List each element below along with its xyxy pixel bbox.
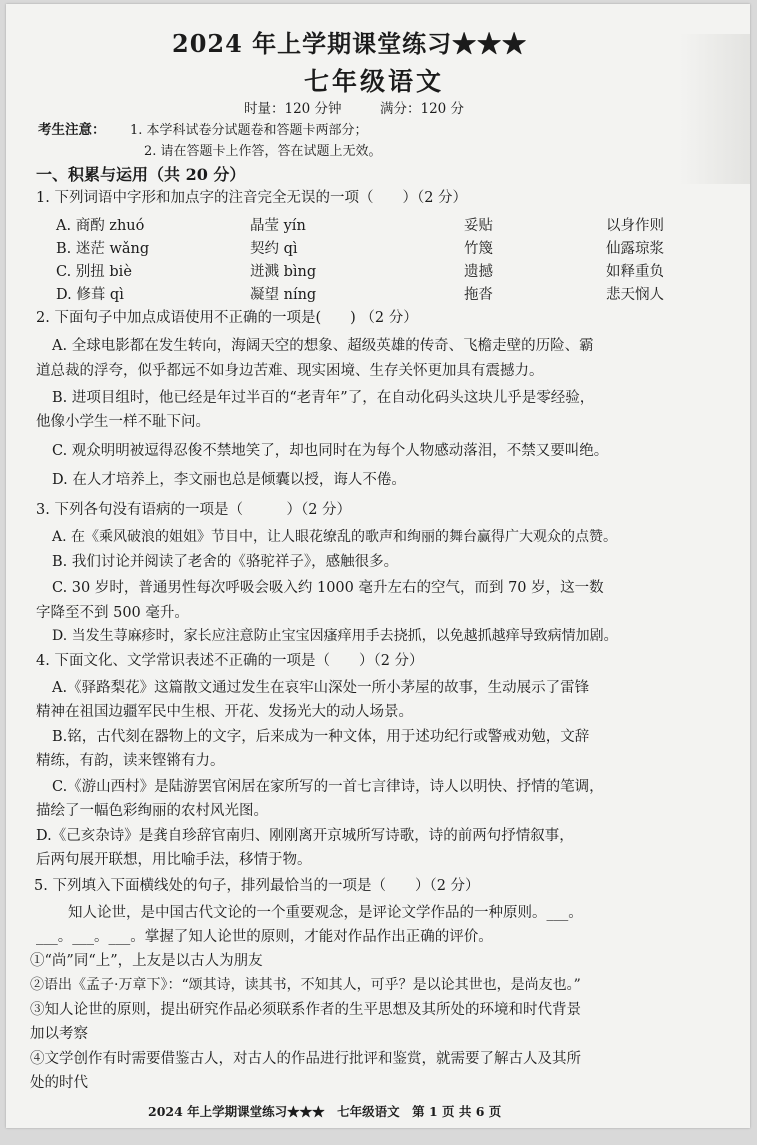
q2-option-b-line2: 他像小学生一样不耻下问。: [36, 414, 210, 430]
q4-option-a-line2: 精神在祖国边疆军民中生根、开花、发扬光大的动人场景。: [36, 704, 413, 720]
exam-title: 2024 年上学期课堂练习★★★: [172, 29, 528, 58]
q5-passage-line1: 知人论世，是中国古代文论的一个重要观念，是评论文学作品的一种原则。___。: [68, 905, 583, 921]
exam-subtitle: 七年级语文: [304, 67, 445, 96]
q4-option-d-line2: 后两句展开联想，用比喻手法，移情于物。: [36, 852, 312, 868]
question-1-stem: 1. 下列词语中字形和加点字的注音完全无误的一项（ ）（2 分）: [36, 190, 468, 206]
q1-a-2: 晶莹 yín: [250, 218, 306, 234]
exam-time: 时量：120 分钟: [244, 101, 342, 117]
q1-d-4: 悲天悯人: [606, 287, 664, 303]
q5-option-4-line1: ④文学创作有时需要借鉴古人，对古人的作品进行批评和鉴赏，就需要了解古人及其所: [30, 1051, 581, 1067]
q5-option-2: ②语出《孟子·万章下》：“颂其诗，读其书，不知其人，可乎？是以论其世也，是尚友也。”: [30, 977, 581, 993]
q4-option-c-line2: 描绘了一幅色彩绚丽的农村风光图。: [36, 803, 268, 819]
note-1: 1. 本学科试卷分试题卷和答题卡两部分；: [130, 123, 368, 138]
page-footer: 2024 年上学期课堂练习★★★ 七年级语文 第 1 页 共 6 页: [148, 1104, 502, 1119]
notes-label: 考生注意：: [38, 122, 106, 138]
q2-option-b-line1: B. 进项目组时，他已经是年过半百的“老青年”了，在自动化码头这块儿乎是零经验，: [52, 390, 595, 406]
question-3-stem: 3. 下列各句没有语病的一项是（ ）（2 分）: [36, 502, 352, 518]
show-through-shadow: [680, 34, 750, 184]
q1-c-3: 遗撼: [464, 264, 493, 280]
q1-b-4: 仙露琼浆: [606, 241, 664, 257]
q3-option-a: A. 在《乘风破浪的姐姐》节目中，让人眼花缭乱的歌声和绚丽的舞台赢得广大观众的点赞。: [52, 529, 618, 545]
q2-option-a-line2: 道总裁的浮夸，似乎都远不如身边苦难、现实困境、生存关怀更加具有震撼力。: [36, 363, 544, 379]
q4-option-b-line1: B.铭，古代刻在器物上的文字，后来成为一种文体，用于述功纪行或警戒劝勉，文辞: [52, 729, 590, 745]
q3-option-c-line2: 字降至不到 500 毫升。: [36, 605, 189, 621]
q1-d-1: D. 修葺 qì: [56, 287, 124, 303]
q4-option-b-line2: 精练，有韵，读来铿锵有力。: [36, 753, 225, 769]
q4-option-a-line1: A.《驿路梨花》这篇散文通过发生在哀牢山深处一所小茅屋的故事，生动展示了雷锋: [52, 680, 590, 696]
q1-a-3: 妥贴: [464, 218, 493, 234]
q1-c-4: 如释重负: [606, 264, 664, 280]
q5-option-4-line2: 处的时代: [30, 1075, 88, 1091]
exam-score: 满分：120 分: [380, 101, 465, 117]
q5-option-3-line1: ③知人论世的原则，提出研究作品必须联系作者的生平思想及其所处的环境和时代背景: [30, 1002, 581, 1018]
q2-option-a-line1: A. 全球电影都在发生转向，海阔天空的想象、超级英雄的传奇、飞檐走壁的历险、霸: [52, 338, 594, 354]
note-2: 2. 请在答题卡上作答，答在试题上无效。: [144, 144, 382, 159]
q1-b-1: B. 迷茫 wǎng: [56, 241, 150, 257]
question-5-stem: 5. 下列填入下面横线处的句子，排列最恰当的一项是（ ）（2 分）: [34, 878, 480, 894]
question-4-stem: 4. 下面文化、文学常识表述不正确的一项是（ ）（2 分）: [36, 653, 424, 669]
q5-option-1: ①“尚”同“上”，上友是以古人为朋友: [30, 953, 263, 969]
q1-c-1: C. 别扭 biè: [56, 264, 132, 280]
exam-page: [6, 4, 750, 1128]
q3-option-c-line1: C. 30 岁时，普通男性每次呼吸会吸入约 1000 毫升左右的空气，而到 70 岁，这一数: [52, 580, 604, 596]
q5-passage-line2: ___。___。___。掌握了知人论世的原则，才能对作品作出正确的评价。: [36, 929, 493, 945]
q1-b-3: 竹篾: [464, 241, 493, 257]
q1-b-2: 契约 qì: [250, 241, 298, 257]
q1-a-1: A. 商酌 zhuó: [56, 218, 145, 234]
section-1-heading: 一、积累与运用（共 20 分）: [36, 165, 246, 184]
q3-option-d: D. 当发生荨麻疹时，家长应注意防止宝宝因瘙痒用手去挠抓，以免越抓越痒导致病情加剧。: [52, 628, 618, 644]
q5-option-3-line2: 加以考察: [30, 1026, 88, 1042]
q1-a-4: 以身作则: [606, 218, 664, 234]
q3-option-b: B. 我们讨论并阅读了老舍的《骆驼祥子》，感触很多。: [52, 554, 399, 570]
q1-c-2: 迸溅 bìng: [250, 264, 317, 280]
q4-option-c-line1: C.《游山西村》是陆游罢官闲居在家所写的一首七言律诗，诗人以明快、抒情的笔调，: [52, 779, 604, 795]
question-2-stem: 2. 下面句子中加点成语使用不正确的一项是( ) （2 分）: [36, 310, 418, 326]
q2-option-c: C. 观众明明被逗得忍俊不禁地笑了，却也同时在为每个人物感动落泪，不禁又要叫绝。: [52, 443, 609, 459]
q2-option-d: D. 在人才培养上，李文丽也总是倾囊以授，诲人不倦。: [52, 472, 406, 488]
q1-d-3: 拖沓: [464, 287, 493, 303]
q1-d-2: 凝望 níng: [250, 287, 317, 303]
q4-option-d-line1: D.《己亥杂诗》是龚自珍辞官南归、刚刚离开京城所写诗歌，诗的前两句抒情叙事，: [36, 828, 574, 844]
